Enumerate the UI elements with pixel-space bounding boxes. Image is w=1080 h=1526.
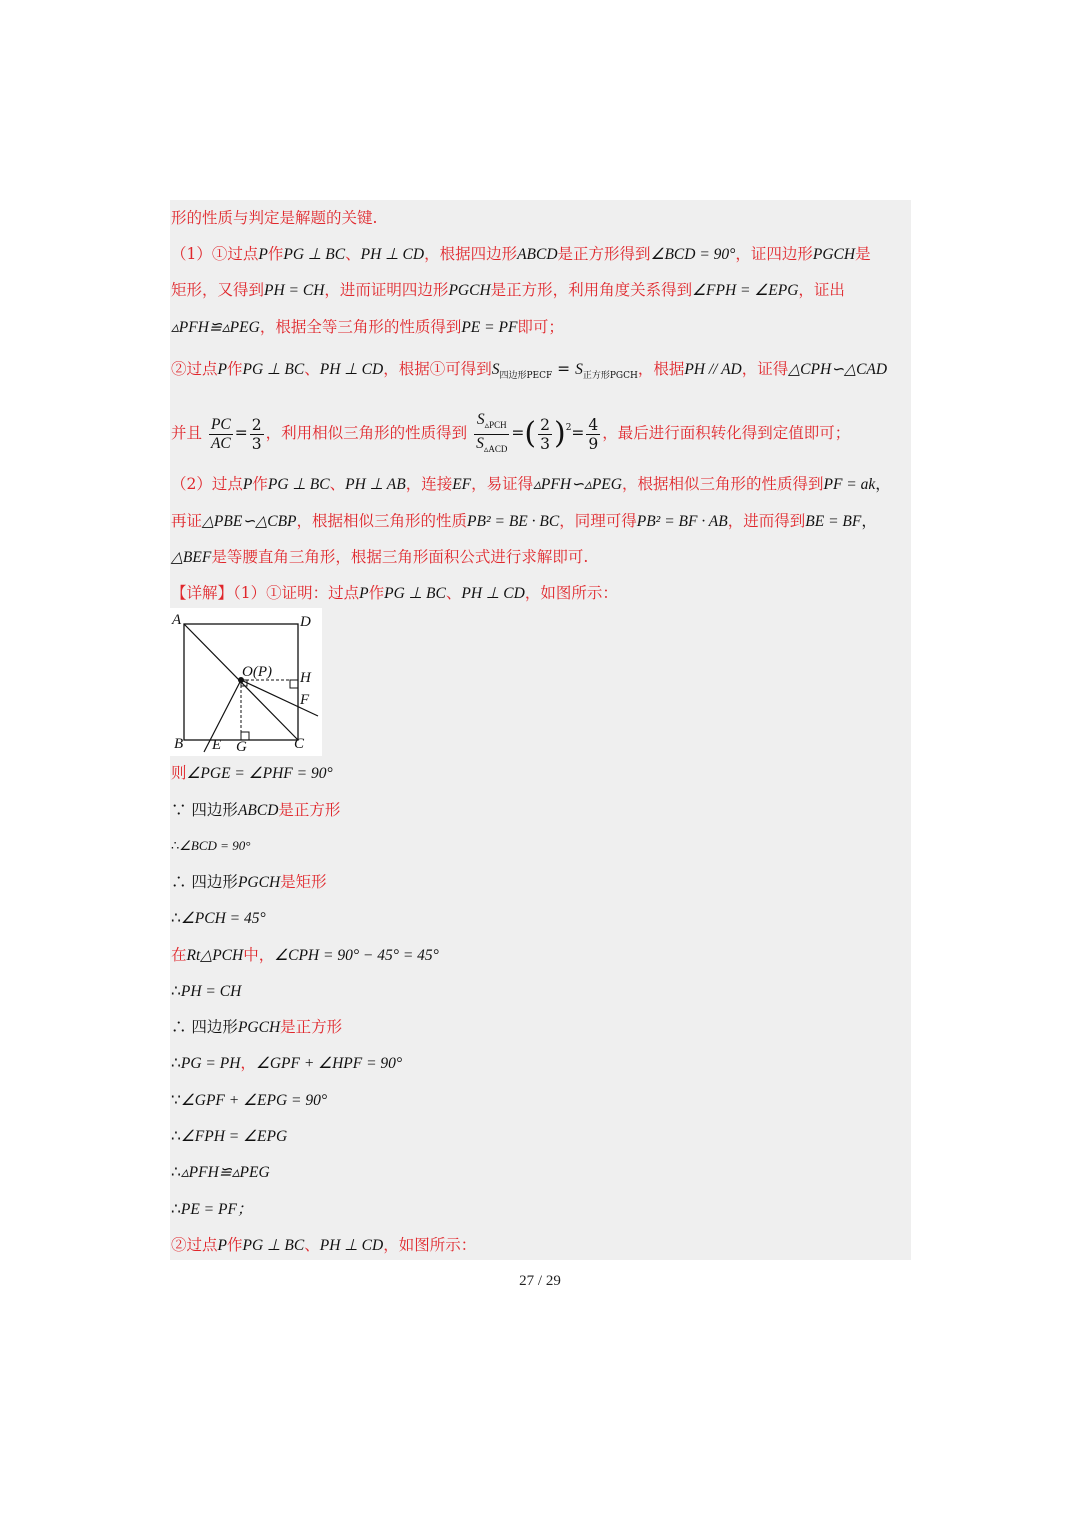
analysis-line-8: △BEF是等腰直角三角形，根据三角形面积公式进行求解即可. [171, 548, 589, 566]
intro-line: 形的性质与判定是解题的关键. [171, 209, 378, 227]
label-a: A [172, 612, 182, 628]
step-9: ∴PG = PH，∠GPF + ∠HPF = 90° [171, 1054, 403, 1072]
square-diagram [170, 608, 322, 756]
analysis-line-1: （1）①过点P作PG ⊥ BC、PH ⊥ CD，根据四边形ABCD是正方形得到∠BCD = 90°，证四边形PGCH是 [171, 245, 871, 263]
fraction-area-ratio: $\frac{S_{▵PCH}}{S_{▵ACD}}$ [476, 410, 508, 454]
step-8: ∴ 四边形PGCH是正方形 [171, 1018, 343, 1036]
label-b: B [174, 736, 184, 752]
step-12: ∴▵PFH≌▵PEG [171, 1163, 270, 1181]
analysis-line-5: 并且 $\frac{PC}{AC}$ = $\frac{2}{3}$ ，利用相似三角形的性质得到 $\frac{S_{▵PCH}}{S_{▵ACD}}$ =( $\frac{2}{3}$ )$^2$= $\frac{4}{9}$ ，最后进行面积转化得到定值即可； [171, 408, 850, 458]
solution-heading: 【详解】（1）①证明：过点P作PG ⊥ BC、PH ⊥ CD，如图所示： [171, 584, 618, 602]
step-13: ∴PE = PF； [171, 1200, 253, 1218]
step-14: ②过点P作PG ⊥ BC、PH ⊥ CD，如图所示： [171, 1236, 477, 1254]
fraction-two-thirds: $\frac{2}{3}$ [251, 415, 262, 453]
step-7: ∴PH = CH [171, 982, 242, 1000]
analysis-line-7: 再证△PBE∽△CBP，根据相似三角形的性质PB² = BE · BC，同理可得PB² = BF · AB，进而得到BE = BF， [171, 512, 877, 530]
analysis-line-6: （2）过点P作PG ⊥ BC、PH ⊥ AB，连接EF，易证得▵PFH∽▵PEG，根据相似三角形的性质得到PF = ak， [171, 475, 891, 493]
label-op: O(P) [242, 664, 272, 680]
step-11: ∴∠FPH = ∠EPG [171, 1127, 288, 1145]
step-4: ∴ 四边形PGCH是矩形 [171, 873, 327, 891]
fraction-four-ninths: $\frac{4}{9}$ [588, 415, 599, 453]
step-2: ∵ 四边形ABCD是正方形 [171, 801, 341, 819]
analysis-line-3: ▵PFH≌▵PEG，根据全等三角形的性质得到PE = PF即可； [171, 318, 564, 336]
analysis-line-4: ②过点P作PG ⊥ BC、PH ⊥ CD，根据①可得到$S_{四边形PECF} = S_{正方形PGCH}$，根据PH // AD，证得△CPH∽△CAD [171, 360, 888, 381]
label-f: F [300, 692, 310, 708]
label-h: H [300, 670, 311, 686]
label-c: C [294, 736, 305, 752]
fraction-pc-ac: $\frac{PC}{AC}$ [210, 415, 231, 452]
step-10: ∵∠GPF + ∠EPG = 90° [171, 1091, 328, 1109]
geometry-figure [170, 608, 322, 760]
label-d: D [300, 614, 311, 630]
label-e: E [212, 737, 222, 753]
step-5: ∴∠PCH = 45° [171, 909, 266, 927]
analysis-line-2: 矩形，又得到PH = CH，进而证明四边形PGCH是正方形，利用角度关系得到∠FPH = ∠EPG，证出 [171, 281, 845, 299]
step-3: ∴∠BCD = 90° [171, 838, 251, 854]
page-number: 27 / 29 [519, 1273, 561, 1289]
step-1: 则∠PGE = ∠PHF = 90° [171, 764, 333, 782]
label-g: G [236, 739, 247, 755]
fraction-two-thirds-b: $\frac{2}{3}$ [540, 415, 550, 453]
step-6: 在Rt△PCH中，∠CPH = 90° − 45° = 45° [171, 946, 439, 964]
